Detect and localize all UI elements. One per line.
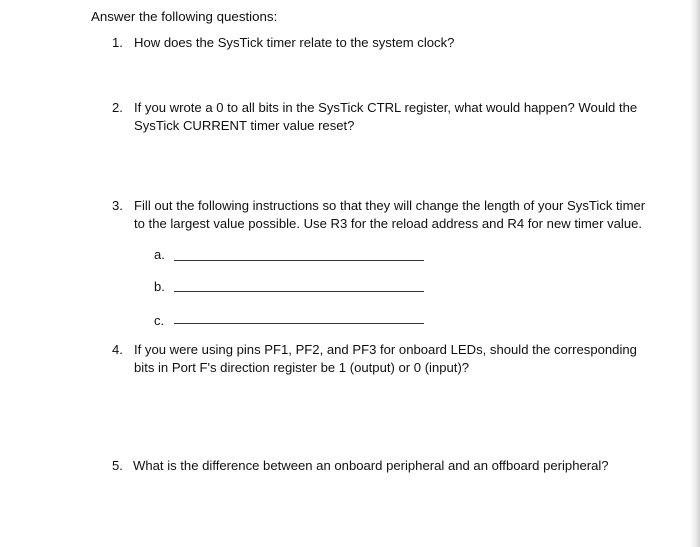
question-text xyxy=(134,341,654,376)
question-text-line: If you wrote a 0 to all bits in the SysTick CTRL register, what would happen? Would the xyxy=(134,100,638,115)
question-text-line: bits in Port F's direction register be 1 (output) or 0 (input)? xyxy=(134,359,470,375)
question-text-line: to the largest value possible. Use R3 for the reload address and R4 for new timer value. xyxy=(134,215,643,231)
subitem-label-b: b. xyxy=(154,279,165,294)
page-heading: Answer the following questions: xyxy=(91,9,278,24)
page-edge-shadow xyxy=(690,0,700,547)
question-number: 5. xyxy=(112,458,123,473)
question-text-line: If you were using pins PF1, PF2, and PF3 for onboard LEDs, should the corresponding xyxy=(134,342,637,357)
question-number: 4. xyxy=(112,342,123,357)
question-text xyxy=(134,99,654,134)
question-text xyxy=(134,197,654,232)
question-text: How does the SysTick timer relate to the system clock? xyxy=(134,35,455,50)
question-text-line: SysTick CURRENT timer value reset? xyxy=(134,117,355,133)
answer-blank-b[interactable] xyxy=(174,291,424,292)
question-number: 2. xyxy=(112,100,123,115)
question-number: 1. xyxy=(112,35,123,50)
subitem-label-c: c. xyxy=(154,313,165,328)
answer-blank-a[interactable] xyxy=(174,260,424,261)
question-number: 3. xyxy=(112,198,123,213)
question-text-line: Fill out the following instructions so that they will change the length of your SysTick timer xyxy=(134,198,646,213)
subitem-label-a: a. xyxy=(154,247,165,262)
answer-blank-c[interactable] xyxy=(174,323,424,324)
question-text: What is the difference between an onboard peripheral and an offboard peripheral? xyxy=(133,458,609,473)
